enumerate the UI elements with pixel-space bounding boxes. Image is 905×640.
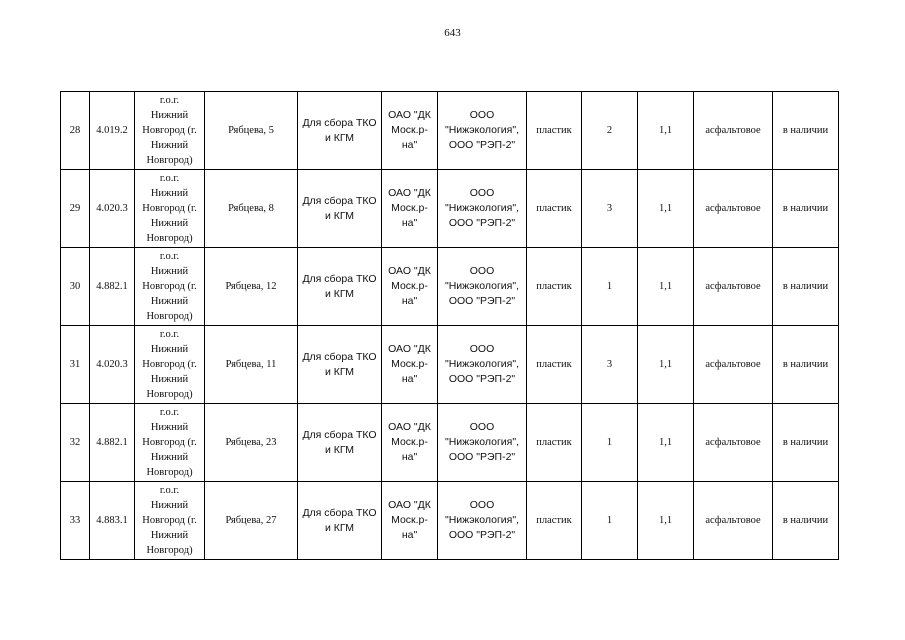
cell-operator-line: "Нижэкология", <box>445 514 519 526</box>
cell-address: Рябцева, 11 <box>205 326 298 404</box>
cell-availability: в наличии <box>773 170 839 248</box>
table-row <box>61 170 839 248</box>
cell-operator-line: ООО "РЭП-2" <box>448 295 516 307</box>
cell-owner-line: Моск.р- <box>391 514 428 526</box>
cell-operator-line: ООО <box>469 187 495 199</box>
cell-site-code: 4.019.2 <box>90 92 135 170</box>
cell-municipality-line: г.о.г. <box>159 329 180 340</box>
cell-municipality-line: Нижний <box>150 452 189 463</box>
cell-municipality-line: Новгород) <box>146 233 193 244</box>
cell-purpose <box>298 92 382 170</box>
cell-surface-type: асфальтовое <box>694 482 773 560</box>
cell-address: Рябцева, 5 <box>205 92 298 170</box>
cell-operator <box>438 92 527 170</box>
cell-address: Рябцева, 8 <box>205 170 298 248</box>
cell-owner-line: Моск.р- <box>391 280 428 292</box>
cell-municipality-line: Новгород) <box>146 545 193 556</box>
cell-container-volume: 1,1 <box>638 248 694 326</box>
table-row <box>61 326 839 404</box>
cell-owner-line: Моск.р- <box>391 436 428 448</box>
cell-address: Рябцева, 12 <box>205 248 298 326</box>
cell-owner-line: Моск.р- <box>391 124 428 136</box>
cell-operator-line: ООО <box>469 109 495 121</box>
cell-operator-line: "Нижэкология", <box>445 436 519 448</box>
cell-municipality-line: г.о.г. <box>159 485 180 496</box>
cell-owner-line: на" <box>401 139 418 151</box>
cell-municipality-line: Нижний <box>150 500 189 511</box>
cell-container-material: пластик <box>527 326 582 404</box>
cell-site-code: 4.883.1 <box>90 482 135 560</box>
cell-owner-line: ОАО "ДК <box>388 343 431 355</box>
cell-container-count: 3 <box>582 326 638 404</box>
cell-municipality-line: Новгород (г. <box>142 125 197 136</box>
cell-municipality-line: г.о.г. <box>159 173 180 184</box>
cell-operator-line: ООО "РЭП-2" <box>448 373 516 385</box>
cell-purpose <box>298 326 382 404</box>
cell-owner-line: ОАО "ДК <box>388 499 431 511</box>
cell-purpose-line: и КГМ <box>324 521 355 534</box>
cell-operator-line: "Нижэкология", <box>445 202 519 214</box>
cell-municipality-line: Нижний <box>150 344 189 355</box>
cell-row-number: 29 <box>61 170 90 248</box>
cell-operator-line: "Нижэкология", <box>445 124 519 136</box>
cell-purpose-line: и КГМ <box>324 287 355 300</box>
cell-container-count: 3 <box>582 170 638 248</box>
cell-purpose <box>298 170 382 248</box>
cell-container-volume: 1,1 <box>638 170 694 248</box>
cell-owner-line: ОАО "ДК <box>388 421 431 433</box>
cell-row-number: 28 <box>61 92 90 170</box>
cell-municipality <box>135 404 205 482</box>
cell-purpose-line: и КГМ <box>324 443 355 456</box>
cell-municipality-line: Новгород (г. <box>142 281 197 292</box>
cell-row-number: 30 <box>61 248 90 326</box>
cell-municipality-line: Нижний <box>150 140 189 151</box>
cell-purpose-line: и КГМ <box>324 209 355 222</box>
cell-operator <box>438 326 527 404</box>
page-number: 643 <box>444 27 461 39</box>
cell-owner <box>382 170 438 248</box>
cell-availability: в наличии <box>773 404 839 482</box>
cell-operator <box>438 248 527 326</box>
cell-owner-line: на" <box>401 217 418 229</box>
cell-municipality <box>135 170 205 248</box>
cell-purpose-line: Для сбора ТКО <box>302 116 377 129</box>
cell-surface-type: асфальтовое <box>694 326 773 404</box>
cell-container-material: пластик <box>527 92 582 170</box>
cell-operator-line: ООО <box>469 499 495 511</box>
cell-municipality-line: Новгород) <box>146 389 193 400</box>
cell-operator-line: ООО "РЭП-2" <box>448 529 516 541</box>
cell-operator-line: ООО "РЭП-2" <box>448 217 516 229</box>
cell-municipality-line: Нижний <box>150 374 189 385</box>
cell-row-number: 33 <box>61 482 90 560</box>
cell-row-number: 31 <box>61 326 90 404</box>
cell-municipality-line: Нижний <box>150 296 189 307</box>
cell-municipality-line: г.о.г. <box>159 95 180 106</box>
cell-site-code: 4.020.3 <box>90 170 135 248</box>
cell-operator <box>438 404 527 482</box>
cell-purpose-line: и КГМ <box>324 365 355 378</box>
cell-owner-line: Моск.р- <box>391 358 428 370</box>
container-sites-table <box>60 91 839 560</box>
cell-municipality-line: Новгород (г. <box>142 515 197 526</box>
cell-container-volume: 1,1 <box>638 92 694 170</box>
cell-operator <box>438 482 527 560</box>
cell-municipality-line: Нижний <box>150 266 189 277</box>
cell-municipality-line: Нижний <box>150 110 189 121</box>
cell-owner-line: ОАО "ДК <box>388 187 431 199</box>
cell-container-volume: 1,1 <box>638 482 694 560</box>
cell-purpose-line: Для сбора ТКО <box>302 272 377 285</box>
cell-purpose <box>298 404 382 482</box>
cell-owner <box>382 482 438 560</box>
cell-municipality-line: Нижний <box>150 218 189 229</box>
cell-owner-line: на" <box>401 295 418 307</box>
cell-availability: в наличии <box>773 482 839 560</box>
cell-container-material: пластик <box>527 248 582 326</box>
cell-availability: в наличии <box>773 326 839 404</box>
table-row <box>61 404 839 482</box>
cell-site-code: 4.882.1 <box>90 404 135 482</box>
cell-container-material: пластик <box>527 170 582 248</box>
cell-purpose-line: Для сбора ТКО <box>302 350 377 363</box>
cell-purpose-line: и КГМ <box>324 131 355 144</box>
cell-container-material: пластик <box>527 482 582 560</box>
cell-container-count: 1 <box>582 404 638 482</box>
cell-container-count: 1 <box>582 248 638 326</box>
cell-municipality-line: Новгород) <box>146 467 193 478</box>
table-body <box>61 92 839 560</box>
cell-container-count: 2 <box>582 92 638 170</box>
cell-municipality <box>135 248 205 326</box>
cell-purpose-line: Для сбора ТКО <box>302 194 377 207</box>
cell-operator-line: ООО "РЭП-2" <box>448 451 516 463</box>
cell-surface-type: асфальтовое <box>694 404 773 482</box>
cell-municipality-line: Нижний <box>150 422 189 433</box>
cell-container-count: 1 <box>582 482 638 560</box>
cell-municipality <box>135 326 205 404</box>
cell-municipality-line: Новгород) <box>146 155 193 166</box>
cell-operator-line: ООО "РЭП-2" <box>448 139 516 151</box>
cell-row-number: 32 <box>61 404 90 482</box>
cell-operator-line: "Нижэкология", <box>445 358 519 370</box>
cell-owner-line: на" <box>401 451 418 463</box>
cell-container-material: пластик <box>527 404 582 482</box>
cell-operator-line: "Нижэкология", <box>445 280 519 292</box>
cell-operator <box>438 170 527 248</box>
cell-owner <box>382 326 438 404</box>
cell-owner <box>382 248 438 326</box>
cell-owner-line: на" <box>401 529 418 541</box>
cell-operator-line: ООО <box>469 343 495 355</box>
cell-surface-type: асфальтовое <box>694 248 773 326</box>
cell-municipality-line: Нижний <box>150 530 189 541</box>
cell-purpose <box>298 248 382 326</box>
cell-owner-line: на" <box>401 373 418 385</box>
cell-surface-type: асфальтовое <box>694 170 773 248</box>
cell-owner <box>382 92 438 170</box>
cell-purpose-line: Для сбора ТКО <box>302 506 377 519</box>
cell-address: Рябцева, 23 <box>205 404 298 482</box>
cell-operator-line: ООО <box>469 265 495 277</box>
cell-surface-type: асфальтовое <box>694 92 773 170</box>
cell-municipality-line: Новгород (г. <box>142 203 197 214</box>
cell-container-volume: 1,1 <box>638 404 694 482</box>
cell-operator-line: ООО <box>469 421 495 433</box>
cell-purpose-line: Для сбора ТКО <box>302 428 377 441</box>
cell-container-volume: 1,1 <box>638 326 694 404</box>
cell-owner-line: Моск.р- <box>391 202 428 214</box>
cell-purpose <box>298 482 382 560</box>
cell-municipality <box>135 92 205 170</box>
table-row <box>61 92 839 170</box>
cell-owner <box>382 404 438 482</box>
cell-municipality <box>135 482 205 560</box>
cell-municipality-line: г.о.г. <box>159 251 180 262</box>
cell-municipality-line: г.о.г. <box>159 407 180 418</box>
cell-site-code: 4.020.3 <box>90 326 135 404</box>
cell-municipality-line: Новгород (г. <box>142 437 197 448</box>
cell-municipality-line: Новгород (г. <box>142 359 197 370</box>
cell-municipality-line: Новгород) <box>146 311 193 322</box>
cell-availability: в наличии <box>773 92 839 170</box>
table-row <box>61 482 839 560</box>
cell-owner-line: ОАО "ДК <box>388 265 431 277</box>
cell-owner-line: ОАО "ДК <box>388 109 431 121</box>
cell-address: Рябцева, 27 <box>205 482 298 560</box>
cell-site-code: 4.882.1 <box>90 248 135 326</box>
table-row <box>61 248 839 326</box>
cell-availability: в наличии <box>773 248 839 326</box>
cell-municipality-line: Нижний <box>150 188 189 199</box>
